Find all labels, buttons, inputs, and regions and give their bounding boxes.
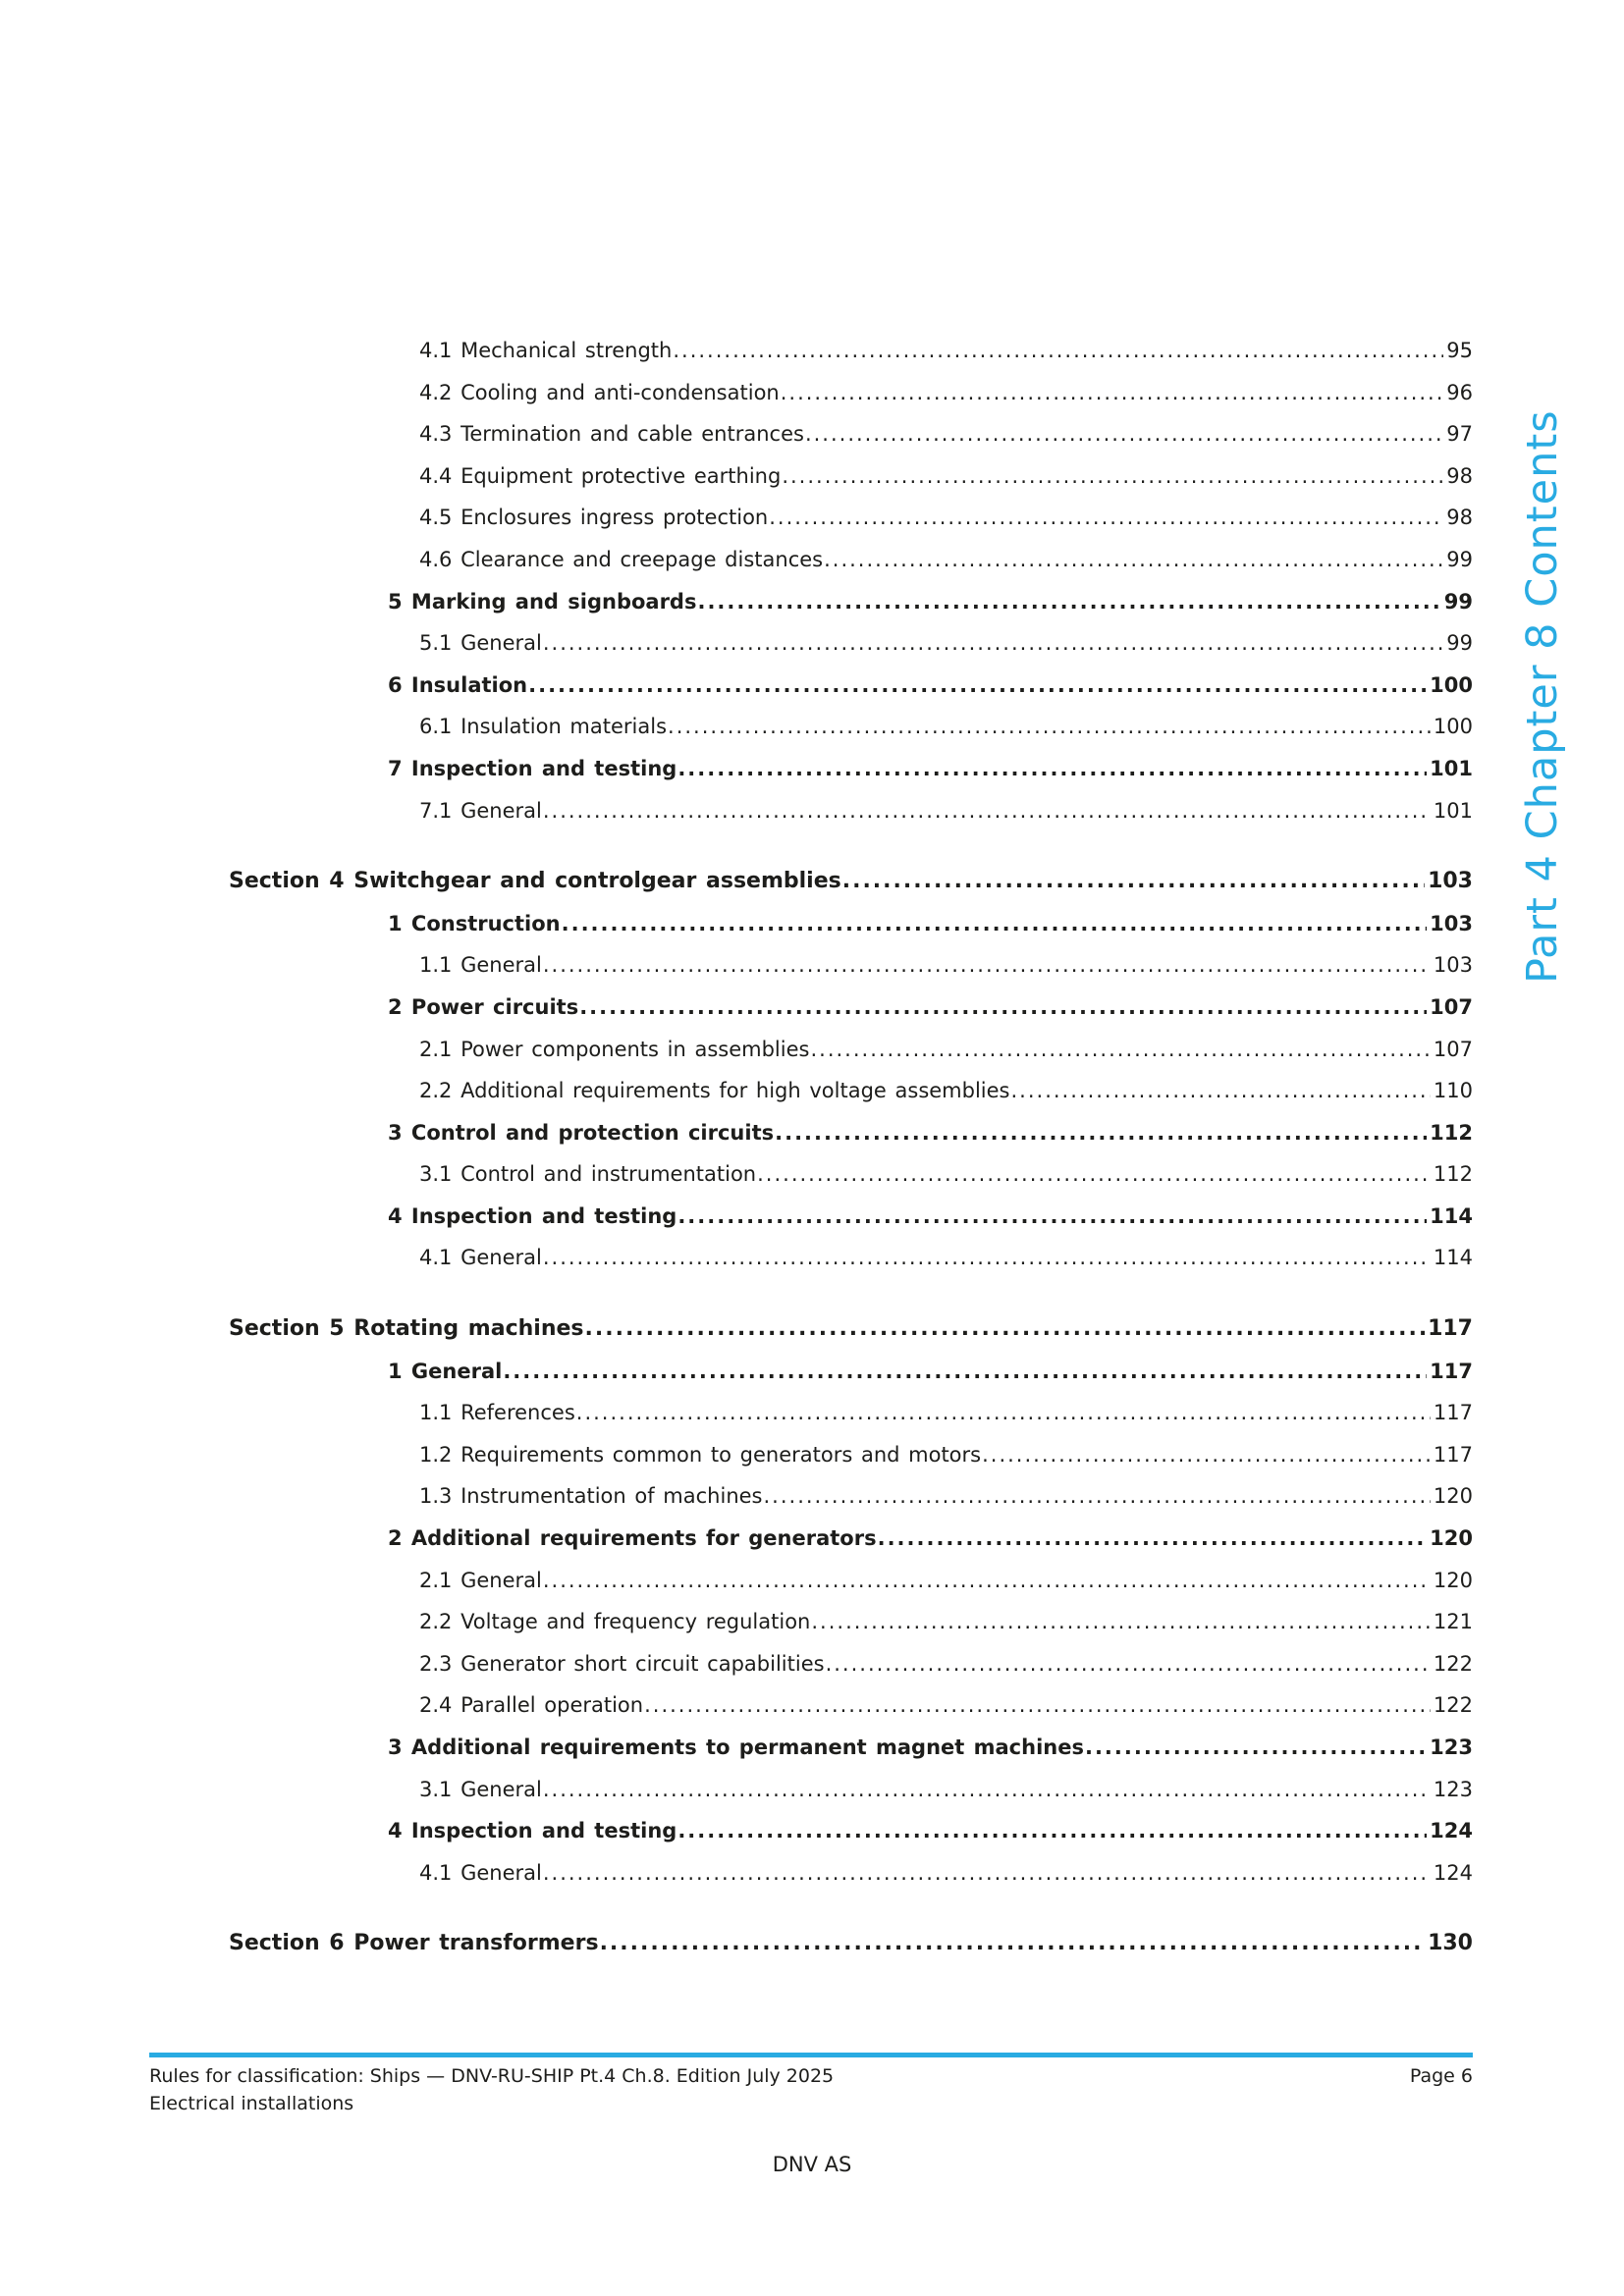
dot-leader xyxy=(782,455,1443,498)
toc-entry-page: 117 xyxy=(1430,1359,1473,1383)
dot-leader xyxy=(697,581,1440,623)
toc-entry[interactable] xyxy=(419,944,1473,987)
toc-entry-page: 103 xyxy=(1428,869,1473,894)
toc-entry-page: 99 xyxy=(1446,631,1473,656)
toc-entry-page: 107 xyxy=(1433,1037,1473,1061)
toc-entry-page: 117 xyxy=(1433,1442,1473,1467)
toc-entry-page: 114 xyxy=(1433,1246,1473,1270)
toc-entry-page: 124 xyxy=(1430,1819,1473,1843)
toc-entry-page: 101 xyxy=(1430,756,1473,780)
toc-entry-label: Section 4 Switchgear and controlgear assemblies xyxy=(229,869,841,894)
toc-entry-page: 120 xyxy=(1430,1526,1473,1551)
toc-entry[interactable] xyxy=(388,987,1473,1029)
toc-entry-page: 120 xyxy=(1433,1484,1473,1509)
toc-entry-page: 100 xyxy=(1433,715,1473,739)
toc-entry[interactable] xyxy=(419,1852,1473,1895)
toc-entry[interactable] xyxy=(229,1923,1473,1965)
toc-entry-page: 124 xyxy=(1433,1860,1473,1885)
dot-leader xyxy=(781,372,1444,414)
toc-entry-page: 98 xyxy=(1446,463,1473,488)
toc-entry[interactable] xyxy=(388,1518,1473,1560)
toc-entry-page: 122 xyxy=(1433,1693,1473,1718)
toc-entry-label: 5.1 General xyxy=(419,631,542,656)
toc-entry-page: 114 xyxy=(1430,1203,1473,1228)
toc-entry-label: 3 Control and protection circuits xyxy=(388,1120,775,1145)
toc-entry-page: 98 xyxy=(1446,506,1473,530)
toc-entry-label: 4.1 General xyxy=(419,1860,542,1885)
dot-leader xyxy=(543,790,1431,832)
toc-entry[interactable] xyxy=(419,497,1473,539)
toc-entry[interactable] xyxy=(419,1029,1473,1071)
dot-leader xyxy=(1011,1070,1431,1112)
toc-entry[interactable] xyxy=(419,413,1473,455)
toc-entry[interactable] xyxy=(419,1769,1473,1811)
toc xyxy=(229,330,1473,1965)
toc-entry-page: 120 xyxy=(1433,1568,1473,1592)
toc-entry[interactable] xyxy=(419,1643,1473,1685)
toc-entry-label: 1 General xyxy=(388,1359,503,1383)
toc-entry-page: 96 xyxy=(1446,380,1473,404)
dot-leader xyxy=(543,1769,1431,1811)
footer-line-1 xyxy=(149,2063,1473,2089)
toc-entry-page: 123 xyxy=(1430,1735,1473,1759)
toc-entry-page: 95 xyxy=(1446,339,1473,362)
toc-entry-label: 6 Insulation xyxy=(388,672,528,697)
toc-entry-page: 103 xyxy=(1430,911,1473,935)
publisher-name: DNV AS xyxy=(772,2153,852,2176)
footer-doc-title: Rules for classification: Ships — DNV-RU-SHIP Pt.4 Ch.8. Edition July 2025 xyxy=(149,2065,835,2087)
sidebar-title xyxy=(1504,334,1581,984)
toc-entry-label: 2.2 Additional requirements for high voltage assemblies xyxy=(419,1079,1010,1103)
toc-entry-label: 4.5 Enclosures ingress protection xyxy=(419,506,769,530)
toc-entry-label: 7 Inspection and testing xyxy=(388,756,677,780)
toc-entry-label: Section 5 Rotating machines xyxy=(229,1316,584,1342)
toc-entry-label: 3.1 General xyxy=(419,1777,542,1801)
toc-entry-label: 2.2 Voltage and frequency regulation xyxy=(419,1610,811,1634)
toc-entry-page: 121 xyxy=(1433,1610,1473,1634)
toc-entry[interactable] xyxy=(388,1351,1473,1393)
toc-entry[interactable] xyxy=(419,330,1473,372)
dot-leader xyxy=(543,622,1443,665)
toc-entry-label: 3.1 Control and instrumentation xyxy=(419,1162,757,1187)
toc-entry-label: 4.3 Termination and cable entrances xyxy=(419,422,804,447)
toc-entry-label: 4 Inspection and testing xyxy=(388,1203,677,1228)
toc-entry[interactable] xyxy=(419,1070,1473,1112)
dot-leader xyxy=(503,1351,1427,1393)
dot-leader xyxy=(528,665,1427,707)
toc-entry-page: 117 xyxy=(1433,1401,1473,1425)
toc-entry[interactable] xyxy=(419,790,1473,832)
dot-leader xyxy=(677,748,1427,790)
dot-leader xyxy=(600,1923,1426,1965)
toc-entry[interactable] xyxy=(419,455,1473,498)
dot-leader xyxy=(576,1392,1431,1434)
toc-entry[interactable] xyxy=(419,1684,1473,1727)
dot-leader xyxy=(579,987,1427,1029)
dot-leader xyxy=(668,706,1431,748)
dot-leader xyxy=(543,1852,1431,1895)
dot-leader xyxy=(543,1560,1431,1602)
dot-leader xyxy=(842,861,1425,903)
dot-leader xyxy=(810,1029,1430,1071)
footer-doc-subtitle: Electrical installations xyxy=(149,2093,354,2114)
toc-entry-label: 2.1 Power components in assemblies xyxy=(419,1037,810,1061)
toc-entry-label: 2.1 General xyxy=(419,1568,542,1592)
toc-entry[interactable] xyxy=(419,1560,1473,1602)
toc-entry[interactable] xyxy=(388,748,1473,790)
toc-entry-label: 4.4 Equipment protective earthing xyxy=(419,463,782,488)
toc-entry[interactable] xyxy=(419,622,1473,665)
toc-entry[interactable] xyxy=(419,706,1473,748)
toc-entry[interactable] xyxy=(419,539,1473,581)
toc-entry-label: 1.3 Instrumentation of machines xyxy=(419,1484,763,1509)
dot-leader xyxy=(562,903,1428,945)
dot-leader xyxy=(644,1684,1431,1727)
toc-entry-label: 2 Additional requirements for generators xyxy=(388,1526,877,1551)
footer-rule xyxy=(149,2053,1473,2057)
dot-leader xyxy=(677,1196,1427,1238)
toc-entry[interactable] xyxy=(229,861,1473,903)
toc-entry-label: 6.1 Insulation materials xyxy=(419,715,668,739)
toc-entry-label: 2 Power circuits xyxy=(388,994,579,1019)
dot-leader xyxy=(826,1643,1431,1685)
dot-leader xyxy=(585,1308,1426,1351)
toc-entry-page: 110 xyxy=(1433,1079,1473,1103)
dot-leader xyxy=(805,413,1443,455)
toc-entry-page: 130 xyxy=(1428,1931,1473,1956)
toc-entry-label: 2.4 Parallel operation xyxy=(419,1693,644,1718)
toc-entry-label: 1 Construction xyxy=(388,911,561,935)
toc-entry-page: 112 xyxy=(1433,1162,1473,1187)
toc-entry[interactable] xyxy=(419,1475,1473,1518)
toc-entry-page: 99 xyxy=(1443,589,1473,614)
toc-entry-label: 1.2 Requirements common to generators and motors xyxy=(419,1442,982,1467)
toc-entry-page: 122 xyxy=(1433,1651,1473,1676)
dot-leader xyxy=(543,1237,1431,1279)
dot-leader xyxy=(543,944,1431,987)
toc-entry-page: 99 xyxy=(1446,547,1473,571)
dot-leader xyxy=(769,497,1443,539)
dot-leader xyxy=(764,1475,1431,1518)
toc-entry[interactable] xyxy=(388,1810,1473,1852)
toc-entry[interactable] xyxy=(388,1112,1473,1154)
toc-entry-label: 4.1 General xyxy=(419,1246,542,1270)
footer-page-number: Page 6 xyxy=(1409,2065,1473,2087)
dot-leader xyxy=(775,1112,1427,1154)
toc-entry-page: 112 xyxy=(1430,1120,1473,1145)
toc-entry[interactable] xyxy=(419,1237,1473,1279)
toc-entry[interactable] xyxy=(229,1308,1473,1351)
toc-entry-page: 100 xyxy=(1430,672,1473,697)
toc-entry-page: 103 xyxy=(1433,953,1473,978)
toc-entry-page: 107 xyxy=(1430,994,1473,1019)
toc-entry[interactable] xyxy=(419,1434,1473,1476)
sidebar-title-text: Part 4 Chapter 8 Contents xyxy=(1518,409,1567,984)
toc-entry-label: 5 Marking and signboards xyxy=(388,589,697,614)
toc-entry[interactable] xyxy=(388,581,1473,623)
toc-entry-label: 4.2 Cooling and anti-condensation xyxy=(419,380,780,404)
toc-entry-page: 97 xyxy=(1446,422,1473,447)
toc-entry[interactable] xyxy=(388,1727,1473,1769)
toc-entry-label: 4 Inspection and testing xyxy=(388,1819,677,1843)
dot-leader xyxy=(757,1153,1431,1196)
toc-entry[interactable] xyxy=(388,665,1473,707)
dot-leader xyxy=(982,1434,1431,1476)
dot-leader xyxy=(677,1810,1427,1852)
dot-leader xyxy=(673,330,1443,372)
toc-entry[interactable] xyxy=(419,1153,1473,1196)
dot-leader xyxy=(811,1601,1431,1643)
toc-entry-label: Section 6 Power transformers xyxy=(229,1931,599,1956)
toc-entry[interactable] xyxy=(419,1601,1473,1643)
toc-entry-label: 1.1 General xyxy=(419,953,542,978)
toc-entry-label: 3 Additional requirements to permanent magnet machines xyxy=(388,1735,1084,1759)
toc-entry-page: 117 xyxy=(1428,1316,1473,1342)
dot-leader xyxy=(1085,1727,1427,1769)
toc-entry[interactable] xyxy=(419,372,1473,414)
toc-entry-label: 7.1 General xyxy=(419,798,542,823)
toc-entry-page: 101 xyxy=(1433,798,1473,823)
toc-entry[interactable] xyxy=(388,903,1473,945)
toc-entry-label: 4.1 Mechanical strength xyxy=(419,339,673,362)
dot-leader xyxy=(824,539,1443,581)
toc-entry-page: 123 xyxy=(1433,1777,1473,1801)
toc-entry-label: 1.1 References xyxy=(419,1401,575,1425)
dot-leader xyxy=(878,1518,1428,1560)
toc-entry-label: 2.3 Generator short circuit capabilities xyxy=(419,1651,825,1676)
toc-entry-label: 4.6 Clearance and creepage distances xyxy=(419,547,824,571)
toc-entry[interactable] xyxy=(388,1196,1473,1238)
toc-entry[interactable] xyxy=(419,1392,1473,1434)
